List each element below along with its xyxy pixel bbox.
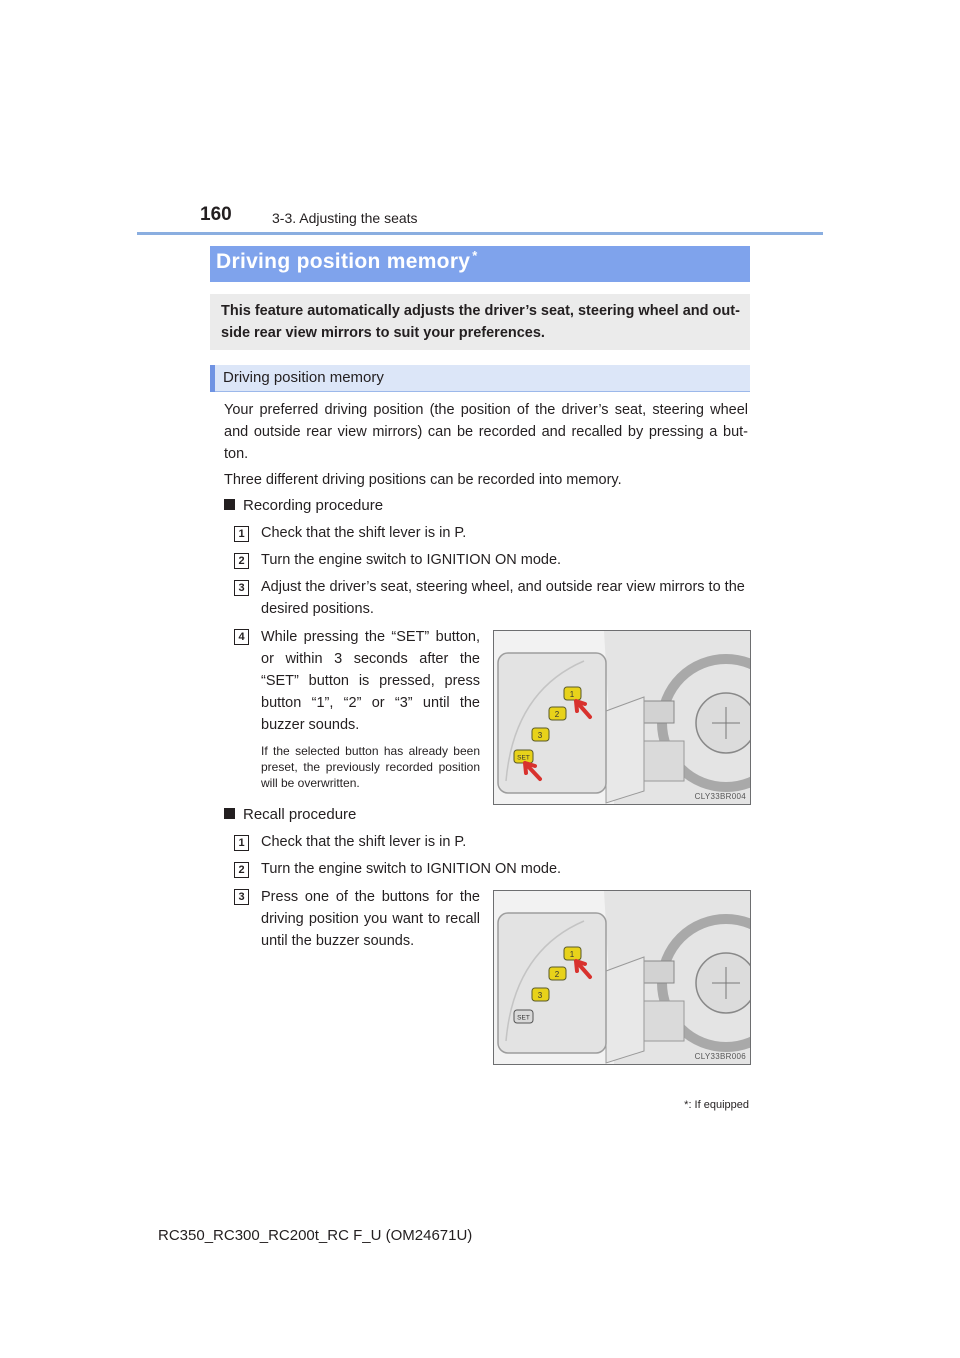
step-badge: 3 [234,889,249,905]
figure-recording-buttons [493,630,751,805]
body-paragraph-1: Your preferred driving position (the position of the driver’s seat, steering wheel and outside rear view mirrors) can be recorded and recalled by pressing a but-ton. [224,402,748,462]
set-button-icon [514,750,533,763]
figure-code: CLY33BR006 [694,1052,746,1061]
page-title: Driving position memory * [216,248,478,273]
memory-button-2-icon [549,707,566,720]
svg-text:3: 3 [537,731,543,740]
step-text: While pressing the “SET” button, or within 3 seconds after the “SET” button is pressed, press button “1”, “2” or “3” until the buzzer sounds. [261,629,480,733]
footer-model-code: RC350_RC300_RC200t_RC F_U (OM24671U) [158,1227,473,1244]
memory-button-icons [494,891,750,1064]
intro-box [210,294,750,350]
if-equipped-marker: * [472,248,478,263]
step-badge: 2 [234,862,249,878]
footnote-marker: * [684,1099,689,1111]
memory-button-1-icon [564,687,581,700]
step-badge: 2 [234,553,249,569]
step-text: Check that the shift lever is in P. [261,834,467,850]
header-rule [137,232,823,235]
footnote [684,1099,749,1111]
bullet-square-icon [224,808,235,819]
svg-text:SET: SET [517,754,530,762]
svg-text:SET: SET [517,1014,530,1022]
svg-text:2: 2 [554,970,560,979]
step-badge: 1 [234,835,249,851]
memory-button-2-icon [549,967,566,980]
body-paragraph-2: Three different driving positions can be recorded into memory. [224,472,622,488]
step-text: Turn the engine switch to IGNITION ON mode. [261,552,562,568]
memory-button-1-icon [564,947,581,960]
page-number: 160 [200,204,232,225]
step-text: Turn the engine switch to IGNITION ON mode. [261,861,562,877]
figure-code: CLY33BR004 [694,792,746,801]
svg-text:2: 2 [554,710,560,719]
memory-button-3-icon [532,988,549,1001]
step-badge: 4 [234,629,249,645]
red-arrow-icon [576,701,590,717]
svg-text:1: 1 [569,950,575,959]
subsection-bar [210,365,750,392]
svg-text:1: 1 [569,690,575,699]
svg-text:3: 3 [537,991,543,1000]
step-text: Check that the shift lever is in P. [261,525,467,541]
bullet-square-icon [224,499,235,510]
title-bar [210,246,750,282]
subsection-accent [210,365,215,392]
red-arrow-icon [576,961,590,977]
subsection-title: Driving position memory [223,369,384,386]
memory-button-icons [494,631,750,804]
step-badge: 1 [234,526,249,542]
memory-button-3-icon [532,728,549,741]
intro-text: This feature automatically adjusts the driver’s seat, steering wheel and out-side rear view mirrors to suit your preferences. [221,303,740,341]
figure-recall-buttons [493,890,751,1065]
footnote-text: : If equipped [688,1099,749,1111]
step-text: Adjust the driver’s seat, steering wheel, and outside rear view mirrors to the desired positions. [261,579,745,617]
recall-heading: Recall procedure [224,806,356,823]
set-button-icon [514,1010,533,1023]
step-badge: 3 [234,580,249,596]
note-text: If the selected button has already been preset, the previously recorded position will be overwritten. [261,744,480,790]
red-arrow-icon [525,763,540,779]
step-text: Press one of the buttons for the driving position you want to recall until the buzzer sounds. [261,889,480,949]
section-label: 3-3. Adjusting the seats [272,210,418,226]
recording-heading: Recording procedure [224,497,383,514]
